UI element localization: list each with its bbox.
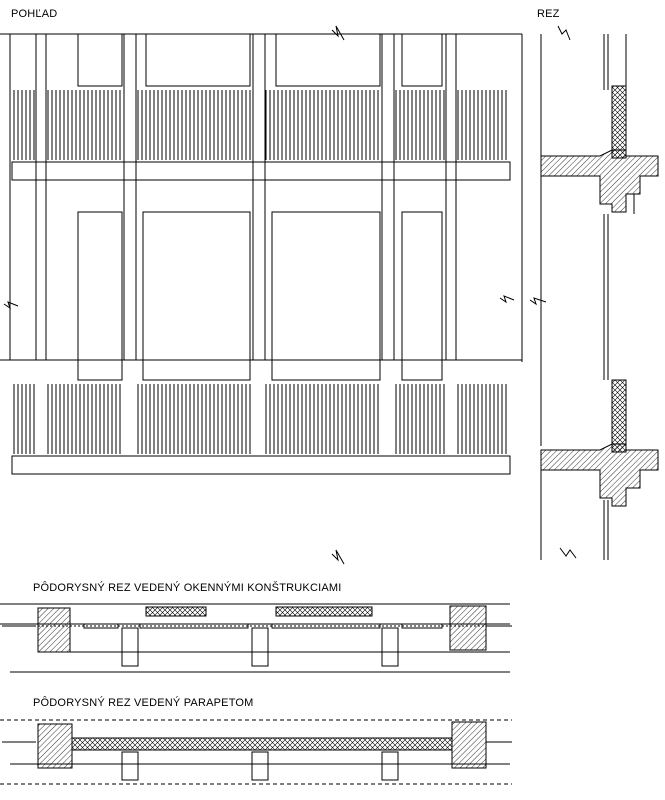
pilasters <box>36 34 456 360</box>
plan-windows <box>0 604 512 672</box>
elevation-title: POHĽAD <box>11 8 58 20</box>
slab-band-lower-visible <box>12 456 510 474</box>
window-panels-upper <box>78 34 442 86</box>
plan-windows-title: PÔDORYSNÝ REZ VEDENÝ OKENNÝMI KONŠTRUKCIAMI <box>33 582 342 594</box>
plan-parapet <box>0 720 512 784</box>
parapet-hatch-upper <box>14 90 506 160</box>
slab-band-upper <box>12 162 510 180</box>
parapet-hatch-lower <box>14 384 506 454</box>
section-title: REZ <box>537 8 560 20</box>
section-view <box>541 34 658 560</box>
window-panels-middle <box>78 212 442 380</box>
plan-parapet-title: PÔDORYSNÝ REZ VEDENÝ PARAPETOM <box>33 697 254 709</box>
